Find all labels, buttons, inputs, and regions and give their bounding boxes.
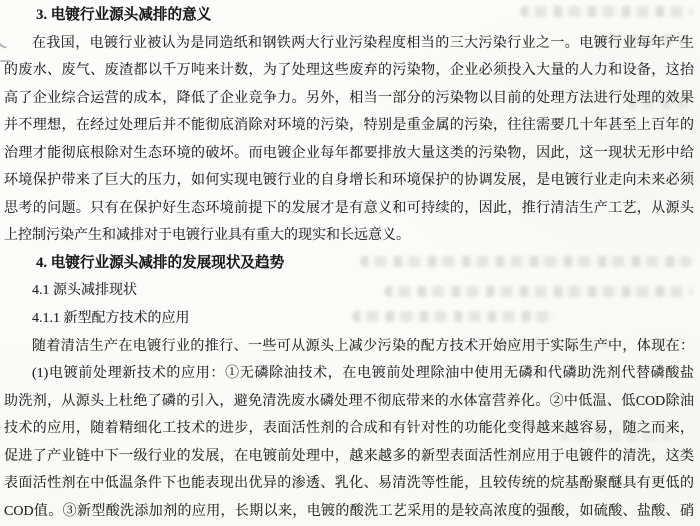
text-line: 上控制污染产生和减排对于电镀行业具有重大的现实和长远意义。 — [4, 228, 410, 244]
text-line: 思考的问题。只有在保护好生态环境前提下的发展才是有意义和可持续的，因此，推行清洁生产工艺，从源头 — [4, 200, 694, 216]
text-line: 环境保护带来了巨大的压力，如何实现电镀行业的自身增长和环境保护的协调发展，是电镀行业走向未来必须 — [4, 173, 694, 189]
text-line: 在我国，电镀行业被认为是同造纸和钢铁两大行业污染程度相当的三大污染行业之一。电镀行业每年产生 — [32, 35, 694, 51]
text-line: 表面活性剂在中低温条件下也能表现出优异的渗透、乳化、易清洗等性能，且较传统的烷基酚聚醚具有更低的 — [4, 476, 694, 492]
text-column — [4, 2, 694, 525]
text-line: 治理才能彻底根除对生态环境的破坏。而电镀企业每年都要排放大量这类的污染物，因此，这一现状无形中给 — [4, 145, 694, 161]
text-line: 4. 电镀行业源头减排的发展现状及趋势 — [36, 254, 285, 271]
text-line: COD值。③新型酸洗添加剂的应用，长期以来，电镀的酸洗工艺采用的是较高浓度的强酸，如硫酸、盐酸、硝 — [4, 503, 694, 519]
text-line: 并不理想，在经过处理后并不能彻底消除对环境的污染，特别是重金属的污染，往往需要几十年甚至上百年的 — [4, 118, 694, 134]
text-line: 的废水、废气、废渣都以千万吨来计数，为了处理这些废弃的污染物，企业必须投入大量的人力和设备，这抬 — [4, 63, 694, 79]
text-line: 4.1.1 新型配方技术的应用 — [32, 311, 190, 327]
text-line: (1)电镀前处理新技术的应用：①无磷除油技术，在电镀前处理除油中使用无磷和代磷助洗剂代替磷酸盐 — [32, 366, 694, 382]
text-line: 4.1 源头减排现状 — [32, 283, 137, 299]
text-line: 随着清洁生产在电镀行业的推行、一些可从源头上减少污染的配方技术开始应用于实际生产中，体现在： — [32, 338, 694, 354]
text-line: 高了企业综合运营的成本，降低了企业竞争力。另外，相当一部分的污染物以目前的处理方法进行处理的效果 — [4, 90, 694, 106]
text-line: 助洗剂，从源头上杜绝了磷的引入，避免清洗废水磷处理不彻底带来的水体富营养化。②中低温、低COD除油 — [4, 393, 694, 409]
text-line: 促进了产业链中下一级行业的发展，在电镀前处理中，越来越多的新型表面活性剂应用于电镀件的清洗，这类 — [4, 448, 694, 464]
text-line: 技术的应用，随着精细化工技术的进步，表面活性剂的合成和有针对性的功能化变得越来越容易，随之而来， — [4, 421, 694, 437]
text-line: 3. 电镀行业源头减排的意义 — [36, 7, 212, 23]
